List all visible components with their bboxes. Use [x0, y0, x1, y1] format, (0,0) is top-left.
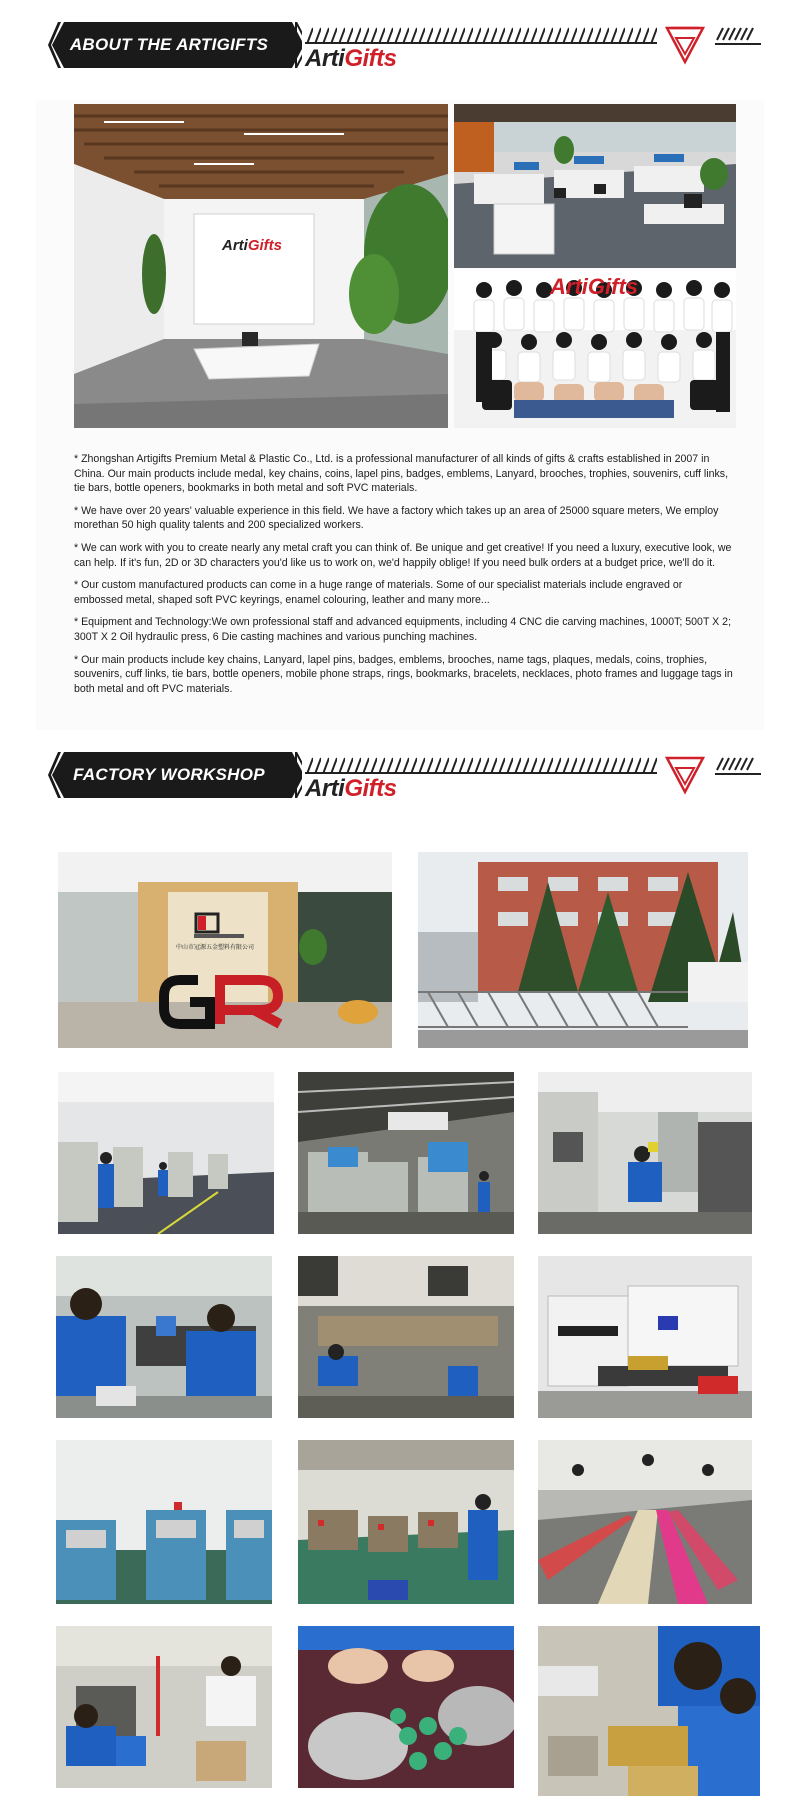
artigifts-logo: ArtiGifts: [305, 45, 397, 72]
triangle-logo-icon: [665, 24, 765, 66]
inspection-workers-photo: [538, 1626, 760, 1796]
workshop-press-machine-photo: [538, 1072, 752, 1234]
section-title: ABOUT THE ARTIGIFTS: [69, 35, 269, 54]
workers-assembly-photo: [56, 1256, 272, 1418]
triangle-logo-icon: [665, 754, 765, 796]
about-paragraph: * Our custom manufactured products can come in a huge range of materials. Some of our specialist materials include engraved or embossed metal, shaped soft PVC keyrings, enamel colouring, leather and many more...: [74, 579, 683, 606]
sewing-workers-photo: [56, 1626, 272, 1788]
showroom-photo: [74, 104, 448, 428]
lanyard-machines-photo: [298, 1440, 514, 1604]
office-photo: [454, 104, 736, 268]
wall-sign-text: 中山市冠源五金塑料有限公司: [176, 945, 255, 951]
about-paragraph: * Zhongshan Artigifts Premium Metal & Plastic Co., Ltd. is a professional manufacturer of all kinds of gifts & crafts established in 2007 in China. Our main products include medal, key chains, coins, lapel pins, badges, emblems, Lanyard, brooches, trophies, souvenirs, cuff links, tie bars, bottle openers, bookmarks in both metal and soft PVC materials.: [74, 453, 729, 495]
about-paragraph: * Our main products include key chains, Lanyard, lapel pins, badges, emblems, brooches, name tags, plaques, medals, coins, trophies, souvenirs, cuff links, tie bars, bottle openers, mobile phone straps, rings, bookmarks, bracelets, necklaces, photo frames and luggage tags in both metal and oft PVC materials.: [74, 653, 733, 695]
about-description: [74, 452, 734, 704]
about-header: [0, 0, 800, 95]
section-title: FACTORY WORKSHOP: [73, 765, 265, 784]
section-tag: [46, 22, 302, 68]
artigifts-logo: ArtiGifts: [305, 775, 397, 802]
showroom-logo: ArtiGifts: [222, 237, 283, 254]
printing-line-photo: [538, 1440, 752, 1604]
workshop-production-line-photo: [298, 1072, 514, 1234]
embroidery-machine-photo: [538, 1256, 752, 1418]
factory-header: [0, 730, 800, 825]
team-photo: [454, 270, 736, 428]
product-sorting-photo: [298, 1626, 514, 1788]
workshop-workbench-photo: [298, 1256, 514, 1418]
factory-reception-photo: [58, 852, 392, 1048]
ovens-photo: [56, 1440, 272, 1604]
about-paragraph: * We can work with you to create nearly any metal craft you can think of. Be unique and get creative! If you need a luxury, executive look, we can help. If it's fun, 2D or 3D characters you'd like us to work on, we'd happily oblige! If you need bulk orders at a budget price, we'll do it.: [74, 541, 732, 569]
about-paragraph: * Equipment and Technology:We own professional staff and advanced equipments, including 4 CNC die carving machines, 1000T; 500T X 2; 300T X 2 Oil hydraulic press, 6 Die casting machines and various punching machines.: [74, 616, 732, 643]
team-wall-logo: ArtiGifts: [550, 274, 638, 299]
about-paragraph: * We have over 20 years' valuable experience in this field. We have a factory which takes up an area of 25000 square meters, We employ morethan 50 high quality talents and 200 specialized workers.: [74, 504, 719, 532]
section-tag: [46, 752, 302, 798]
factory-building-photo: [418, 852, 748, 1048]
workshop-machine-room-photo: [58, 1072, 274, 1234]
